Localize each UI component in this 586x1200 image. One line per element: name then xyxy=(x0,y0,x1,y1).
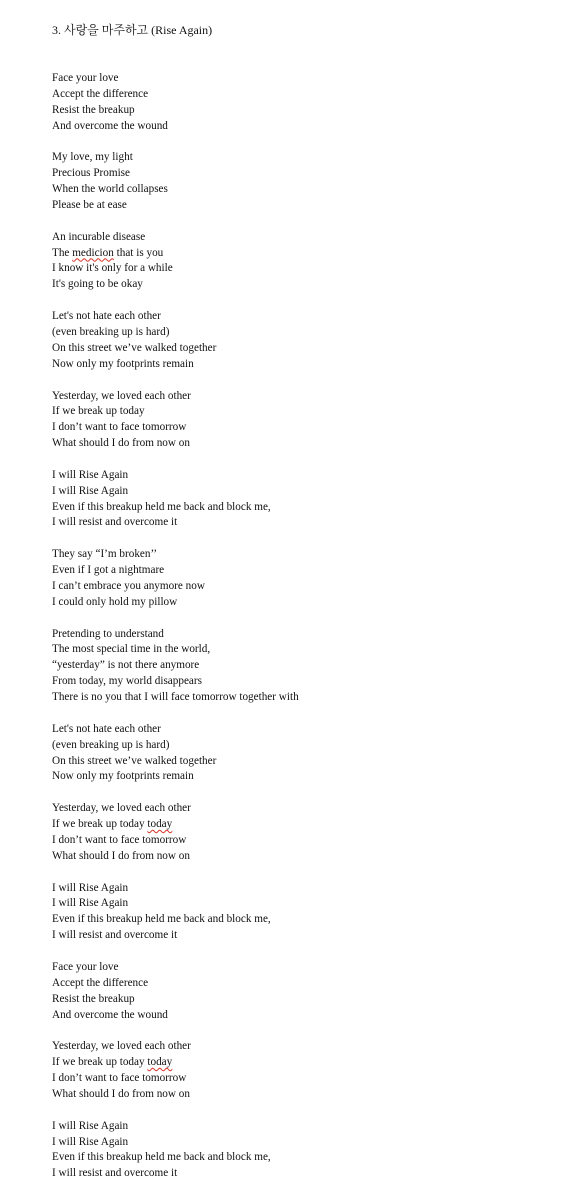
lyric-line: “yesterday” is not there anymore xyxy=(52,659,200,672)
stanza xyxy=(52,150,572,213)
lyric-line: I will Rise Again xyxy=(52,1119,129,1132)
lyric-line: Now only my footprints remain xyxy=(52,770,194,783)
lyric-line: Accept the difference xyxy=(52,976,149,989)
lyric-line: I can’t embrace you anymore now xyxy=(52,579,205,592)
lyric-line: If we break up today today xyxy=(52,818,173,831)
stanza xyxy=(52,1119,572,1182)
lyric-line: Let's not hate each other xyxy=(52,310,161,323)
lyric-line: I know it's only for a while xyxy=(52,262,173,275)
stanza xyxy=(52,881,572,944)
lyric-line: Face your love xyxy=(52,72,119,84)
lyric-line: Precious Promise xyxy=(52,167,130,180)
spellcheck-flagged-word: today xyxy=(147,1056,173,1069)
lyric-line: What should I do from now on xyxy=(52,437,190,450)
lyric-line: From today, my world disappears xyxy=(52,675,202,688)
lyric-line: On this street we’ve walked together xyxy=(52,754,217,767)
lyric-line: What should I do from now on xyxy=(52,849,190,862)
stanza xyxy=(52,71,572,134)
lyric-line: When the world collapses xyxy=(52,183,168,196)
stanza xyxy=(52,309,572,372)
spellcheck-flagged-word: today xyxy=(147,818,173,831)
lyric-line: I will Rise Again xyxy=(52,468,129,481)
lyric-line: I will Rise Again xyxy=(52,881,129,894)
lyric-line: I don’t want to face tomorrow xyxy=(52,833,187,846)
lyric-line: I will Rise Again xyxy=(52,1135,129,1148)
stanza xyxy=(52,960,572,1023)
lyric-line: Even if this breakup held me back and block me, xyxy=(52,1151,271,1164)
lyric-line: Yesterday, we loved each other xyxy=(52,802,191,815)
lyric-line: I will Rise Again xyxy=(52,897,129,910)
stanza xyxy=(52,230,572,293)
lyric-line: If we break up today xyxy=(52,405,145,418)
lyric-line: I could only hold my pillow xyxy=(52,595,178,608)
stanza xyxy=(52,801,572,864)
lyric-line: I will resist and overcome it xyxy=(52,929,178,942)
stanza xyxy=(52,389,572,452)
lyric-line: Even if this breakup held me back and block me, xyxy=(52,913,271,926)
spellcheck-flagged-word: medicion xyxy=(72,246,114,259)
stanza xyxy=(52,627,572,706)
lyric-line: Now only my footprints remain xyxy=(52,357,194,370)
lyric-line: I will resist and overcome it xyxy=(52,1167,178,1180)
lyric-line: (even breaking up is hard) xyxy=(52,325,170,338)
lyric-line: Pretending to understand xyxy=(52,627,164,640)
lyric-line: There is no you that I will face tomorrow together with xyxy=(52,691,299,703)
lyric-line: Please be at ease xyxy=(52,198,127,211)
stanza xyxy=(52,547,572,610)
stanza xyxy=(52,468,572,531)
lyric-line: The most special time in the world, xyxy=(52,643,211,656)
lyric-line: Resist the breakup xyxy=(52,103,135,116)
lyric-line: If we break up today today xyxy=(52,1056,173,1069)
lyric-line: Even if I got a nightmare xyxy=(52,564,165,577)
lyric-line: The medicion that is you xyxy=(52,246,164,259)
lyric-line: It's going to be okay xyxy=(52,278,143,291)
lyric-line: My love, my light xyxy=(52,151,133,164)
lyric-line: And overcome the wound xyxy=(52,119,168,132)
lyric-line: I will resist and overcome it xyxy=(52,516,178,529)
lyrics-body xyxy=(52,71,572,1198)
lyric-line: Accept the difference xyxy=(52,87,149,100)
lyric-line: I don’t want to face tomorrow xyxy=(52,421,187,434)
lyric-line: And overcome the wound xyxy=(52,1008,168,1021)
lyric-line: Even if this breakup held me back and block me, xyxy=(52,500,271,513)
lyric-line: (even breaking up is hard) xyxy=(52,738,170,751)
stanza xyxy=(52,1039,572,1102)
lyric-line: I will Rise Again xyxy=(52,484,129,497)
lyric-line: Let's not hate each other xyxy=(52,722,161,735)
lyric-line: Resist the breakup xyxy=(52,992,135,1005)
lyric-line: They say “I’m broken’’ xyxy=(52,548,158,561)
lyric-line: I don’t want to face tomorrow xyxy=(52,1072,187,1085)
stanza xyxy=(52,722,572,785)
lyric-line: Yesterday, we loved each other xyxy=(52,1040,191,1053)
lyric-line: On this street we’ve walked together xyxy=(52,341,217,354)
lyric-line: What should I do from now on xyxy=(52,1087,190,1100)
song-title: 3. 사랑을 마주하고 (Rise Again) xyxy=(52,23,213,37)
lyric-line: Face your love xyxy=(52,960,119,973)
lyric-line: Yesterday, we loved each other xyxy=(52,389,191,402)
lyric-line: An incurable disease xyxy=(52,230,146,243)
